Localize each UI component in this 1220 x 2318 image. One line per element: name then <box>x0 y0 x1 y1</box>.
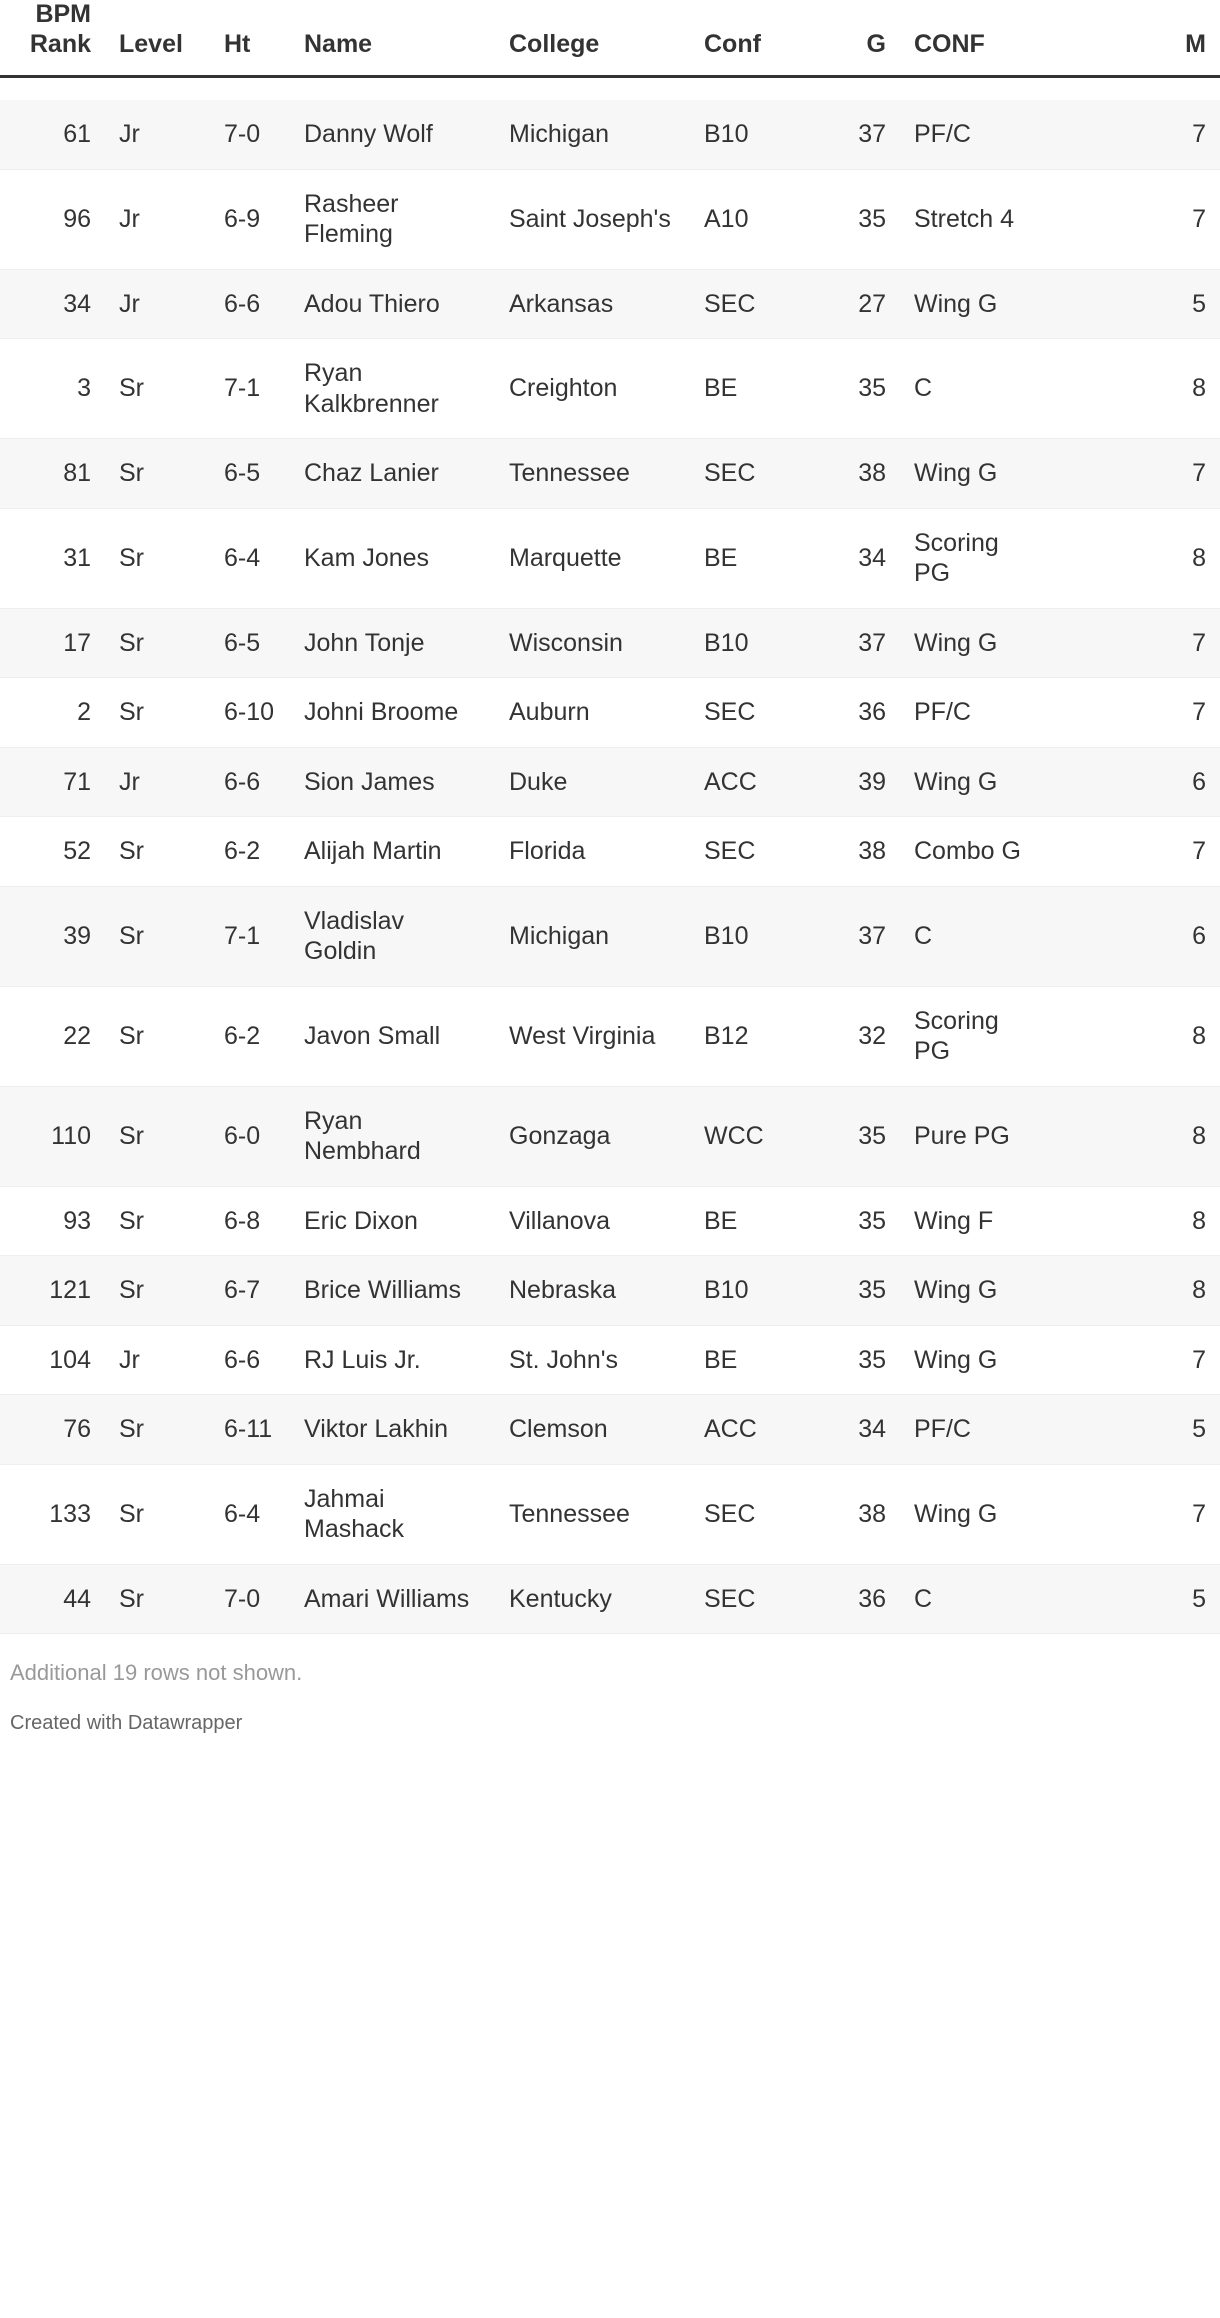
cell-conf_pos: Wing G <box>900 1464 1045 1564</box>
cell-name: Alijah Martin <box>290 817 495 887</box>
cell-name: Johni Broome <box>290 678 495 748</box>
cell-bpm_rank: 61 <box>0 100 105 169</box>
cell-ht: 7-0 <box>210 1564 290 1634</box>
cell-ht: 6-11 <box>210 1395 290 1465</box>
cell-name: RJ Luis Jr. <box>290 1325 495 1395</box>
cell-g: 35 <box>810 169 900 269</box>
cell-g: 36 <box>810 1564 900 1634</box>
table-row <box>0 1086 1220 1186</box>
cell-name: Javon Small <box>290 986 495 1086</box>
cell-college: Kentucky <box>495 1564 690 1634</box>
cell-m: 7 <box>1045 100 1220 169</box>
cell-level: Sr <box>105 439 210 509</box>
cell-conf: ACC <box>690 1395 810 1465</box>
cell-bpm_rank: 22 <box>0 986 105 1086</box>
cell-college: Villanova <box>495 1186 690 1256</box>
cell-bpm_rank: 133 <box>0 1464 105 1564</box>
table-footnote: Additional 19 rows not shown. <box>10 1660 303 1685</box>
cell-level: Sr <box>105 1464 210 1564</box>
table-row <box>0 1325 1220 1395</box>
cell-conf: A10 <box>690 169 810 269</box>
cell-name: Amari Williams <box>290 1564 495 1634</box>
cell-g: 37 <box>810 608 900 678</box>
cell-conf_pos: PF/C <box>900 678 1045 748</box>
cell-level: Sr <box>105 608 210 678</box>
cell-g: 27 <box>810 269 900 339</box>
column-header-bpm-rank[interactable] <box>0 0 105 77</box>
cell-m: 7 <box>1045 817 1220 887</box>
cell-conf: ACC <box>690 747 810 817</box>
cell-ht: 6-10 <box>210 678 290 748</box>
cell-name: Danny Wolf <box>290 100 495 169</box>
cell-college: Tennessee <box>495 1464 690 1564</box>
cell-bpm_rank: 110 <box>0 1086 105 1186</box>
cell-conf: BE <box>690 339 810 439</box>
table-row <box>0 817 1220 887</box>
table-row <box>0 100 1220 169</box>
cell-g: 37 <box>810 100 900 169</box>
cell-level: Sr <box>105 817 210 887</box>
column-header-conf[interactable]: Conf <box>690 0 810 77</box>
cell-m: 6 <box>1045 886 1220 986</box>
cell-level: Sr <box>105 886 210 986</box>
table-row <box>0 508 1220 608</box>
cell-ht: 6-5 <box>210 608 290 678</box>
cell-level: Sr <box>105 1564 210 1634</box>
cell-name: Ryan Kalkbrenner <box>290 339 495 439</box>
cell-conf: B10 <box>690 100 810 169</box>
cell-ht: 6-6 <box>210 1325 290 1395</box>
cell-conf_pos: C <box>900 1564 1045 1634</box>
column-header-conf-pos[interactable]: CONF <box>900 0 1045 77</box>
cell-college: Saint Joseph's <box>495 169 690 269</box>
cell-college: Duke <box>495 747 690 817</box>
cell-g: 35 <box>810 339 900 439</box>
cell-conf: SEC <box>690 439 810 509</box>
cell-conf_pos: Stretch 4 <box>900 169 1045 269</box>
cell-m: 6 <box>1045 747 1220 817</box>
cell-college: Auburn <box>495 678 690 748</box>
cell-g: 38 <box>810 439 900 509</box>
cell-name: Vladislav Goldin <box>290 886 495 986</box>
cell-bpm_rank: 3 <box>0 339 105 439</box>
cell-name: Ryan Nembhard <box>290 1086 495 1186</box>
cell-name: Eric Dixon <box>290 1186 495 1256</box>
cell-g: 36 <box>810 678 900 748</box>
cell-college: Arkansas <box>495 269 690 339</box>
cell-level: Sr <box>105 1086 210 1186</box>
cell-m: 7 <box>1045 169 1220 269</box>
cell-bpm_rank: 96 <box>0 169 105 269</box>
cell-bpm_rank: 44 <box>0 1564 105 1634</box>
cell-college: Marquette <box>495 508 690 608</box>
table-row <box>0 1186 1220 1256</box>
cell-ht: 6-6 <box>210 269 290 339</box>
cell-m: 7 <box>1045 1325 1220 1395</box>
cell-ht: 6-9 <box>210 169 290 269</box>
cell-ht: 6-5 <box>210 439 290 509</box>
table-row <box>0 439 1220 509</box>
table-row <box>0 886 1220 986</box>
cell-conf: SEC <box>690 678 810 748</box>
table-row <box>0 269 1220 339</box>
cell-conf: SEC <box>690 1464 810 1564</box>
cell-conf_pos: Wing G <box>900 747 1045 817</box>
table-spacer-row <box>0 77 1220 101</box>
table-row <box>0 608 1220 678</box>
cell-college: Florida <box>495 817 690 887</box>
cell-conf_pos: Combo G <box>900 817 1045 887</box>
cell-level: Sr <box>105 508 210 608</box>
cell-conf_pos: Wing G <box>900 269 1045 339</box>
cell-conf_pos: C <box>900 886 1045 986</box>
cell-bpm_rank: 52 <box>0 817 105 887</box>
cell-ht: 6-0 <box>210 1086 290 1186</box>
cell-conf_pos: Scoring PG <box>900 986 1045 1086</box>
cell-ht: 7-0 <box>210 100 290 169</box>
cell-level: Sr <box>105 339 210 439</box>
cell-college: Clemson <box>495 1395 690 1465</box>
cell-conf: SEC <box>690 817 810 887</box>
cell-m: 8 <box>1045 508 1220 608</box>
cell-m: 7 <box>1045 439 1220 509</box>
column-header-level[interactable]: Level <box>105 0 210 77</box>
table-spacer-cell <box>0 77 1220 101</box>
cell-bpm_rank: 31 <box>0 508 105 608</box>
cell-name: Brice Williams <box>290 1256 495 1326</box>
cell-college: Tennessee <box>495 439 690 509</box>
cell-conf_pos: C <box>900 339 1045 439</box>
cell-m: 7 <box>1045 608 1220 678</box>
cell-g: 35 <box>810 1256 900 1326</box>
table-row <box>0 339 1220 439</box>
cell-bpm_rank: 76 <box>0 1395 105 1465</box>
cell-m: 5 <box>1045 1395 1220 1465</box>
cell-level: Jr <box>105 269 210 339</box>
cell-conf_pos: PF/C <box>900 100 1045 169</box>
cell-m: 8 <box>1045 339 1220 439</box>
column-header-name[interactable]: Name <box>290 0 495 77</box>
cell-name: Kam Jones <box>290 508 495 608</box>
cell-name: Chaz Lanier <box>290 439 495 509</box>
cell-conf_pos: Wing G <box>900 439 1045 509</box>
cell-name: Jahmai Mashack <box>290 1464 495 1564</box>
cell-college: Michigan <box>495 100 690 169</box>
cell-conf: SEC <box>690 1564 810 1634</box>
cell-college: Gonzaga <box>495 1086 690 1186</box>
table-row <box>0 986 1220 1086</box>
table-header <box>0 0 1220 77</box>
cell-g: 39 <box>810 747 900 817</box>
table-row <box>0 678 1220 748</box>
cell-conf_pos: PF/C <box>900 1395 1045 1465</box>
cell-m: 5 <box>1045 269 1220 339</box>
table-row <box>0 1464 1220 1564</box>
cell-level: Jr <box>105 100 210 169</box>
column-header-g[interactable]: G <box>810 0 900 77</box>
cell-ht: 6-7 <box>210 1256 290 1326</box>
cell-conf: B12 <box>690 986 810 1086</box>
cell-bpm_rank: 93 <box>0 1186 105 1256</box>
cell-level: Jr <box>105 169 210 269</box>
table-row <box>0 169 1220 269</box>
cell-name: John Tonje <box>290 608 495 678</box>
cell-m: 7 <box>1045 1464 1220 1564</box>
cell-m: 8 <box>1045 1086 1220 1186</box>
cell-bpm_rank: 34 <box>0 269 105 339</box>
cell-conf: B10 <box>690 1256 810 1326</box>
cell-level: Sr <box>105 1186 210 1256</box>
cell-g: 35 <box>810 1325 900 1395</box>
table-row <box>0 1564 1220 1634</box>
cell-conf: BE <box>690 1325 810 1395</box>
cell-level: Jr <box>105 747 210 817</box>
cell-bpm_rank: 81 <box>0 439 105 509</box>
cell-ht: 6-8 <box>210 1186 290 1256</box>
cell-bpm_rank: 17 <box>0 608 105 678</box>
cell-conf_pos: Scoring PG <box>900 508 1045 608</box>
cell-conf: BE <box>690 508 810 608</box>
cell-name: Viktor Lakhin <box>290 1395 495 1465</box>
cell-m: 8 <box>1045 1256 1220 1326</box>
cell-bpm_rank: 39 <box>0 886 105 986</box>
cell-ht: 6-4 <box>210 1464 290 1564</box>
cell-m: 8 <box>1045 1186 1220 1256</box>
cell-conf: WCC <box>690 1086 810 1186</box>
cell-m: 5 <box>1045 1564 1220 1634</box>
cell-name: Adou Thiero <box>290 269 495 339</box>
cell-g: 34 <box>810 508 900 608</box>
table-row <box>0 1395 1220 1465</box>
cell-level: Sr <box>105 986 210 1086</box>
cell-bpm_rank: 71 <box>0 747 105 817</box>
column-header-ht[interactable]: Ht <box>210 0 290 77</box>
cell-ht: 7-1 <box>210 339 290 439</box>
cell-m: 8 <box>1045 986 1220 1086</box>
cell-college: Michigan <box>495 886 690 986</box>
cell-conf_pos: Wing F <box>900 1186 1045 1256</box>
column-header-bpm-rank-line1: BPM <box>35 0 91 28</box>
cell-level: Jr <box>105 1325 210 1395</box>
cell-conf_pos: Pure PG <box>900 1086 1045 1186</box>
cell-level: Sr <box>105 678 210 748</box>
cell-ht: 6-4 <box>210 508 290 608</box>
table-row <box>0 1256 1220 1326</box>
cell-college: St. John's <box>495 1325 690 1395</box>
cell-ht: 6-2 <box>210 817 290 887</box>
datawrapper-credit: Created with Datawrapper <box>10 1712 243 1734</box>
cell-conf: SEC <box>690 269 810 339</box>
cell-bpm_rank: 104 <box>0 1325 105 1395</box>
cell-g: 38 <box>810 817 900 887</box>
cell-g: 35 <box>810 1086 900 1186</box>
cell-ht: 6-6 <box>210 747 290 817</box>
cell-conf: B10 <box>690 608 810 678</box>
cell-g: 35 <box>810 1186 900 1256</box>
cell-conf_pos: Wing G <box>900 1325 1045 1395</box>
cell-conf: B10 <box>690 886 810 986</box>
cell-college: Creighton <box>495 339 690 439</box>
table-row <box>0 747 1220 817</box>
cell-g: 38 <box>810 1464 900 1564</box>
table-body <box>0 77 1220 1634</box>
cell-g: 34 <box>810 1395 900 1465</box>
cell-college: Wisconsin <box>495 608 690 678</box>
cell-conf_pos: Wing G <box>900 1256 1045 1326</box>
cell-g: 37 <box>810 886 900 986</box>
cell-g: 32 <box>810 986 900 1086</box>
cell-ht: 6-2 <box>210 986 290 1086</box>
cell-name: Rasheer Fleming <box>290 169 495 269</box>
cell-college: Nebraska <box>495 1256 690 1326</box>
cell-bpm_rank: 121 <box>0 1256 105 1326</box>
cell-conf: BE <box>690 1186 810 1256</box>
column-header-m[interactable]: M <box>1045 0 1220 77</box>
cell-bpm_rank: 2 <box>0 678 105 748</box>
cell-level: Sr <box>105 1256 210 1326</box>
column-header-bpm-rank-line2: Rank <box>29 29 91 58</box>
cell-college: West Virginia <box>495 986 690 1086</box>
cell-m: 7 <box>1045 678 1220 748</box>
cell-ht: 7-1 <box>210 886 290 986</box>
cell-level: Sr <box>105 1395 210 1465</box>
column-header-college[interactable]: College <box>495 0 690 77</box>
cell-conf_pos: Wing G <box>900 608 1045 678</box>
cell-name: Sion James <box>290 747 495 817</box>
